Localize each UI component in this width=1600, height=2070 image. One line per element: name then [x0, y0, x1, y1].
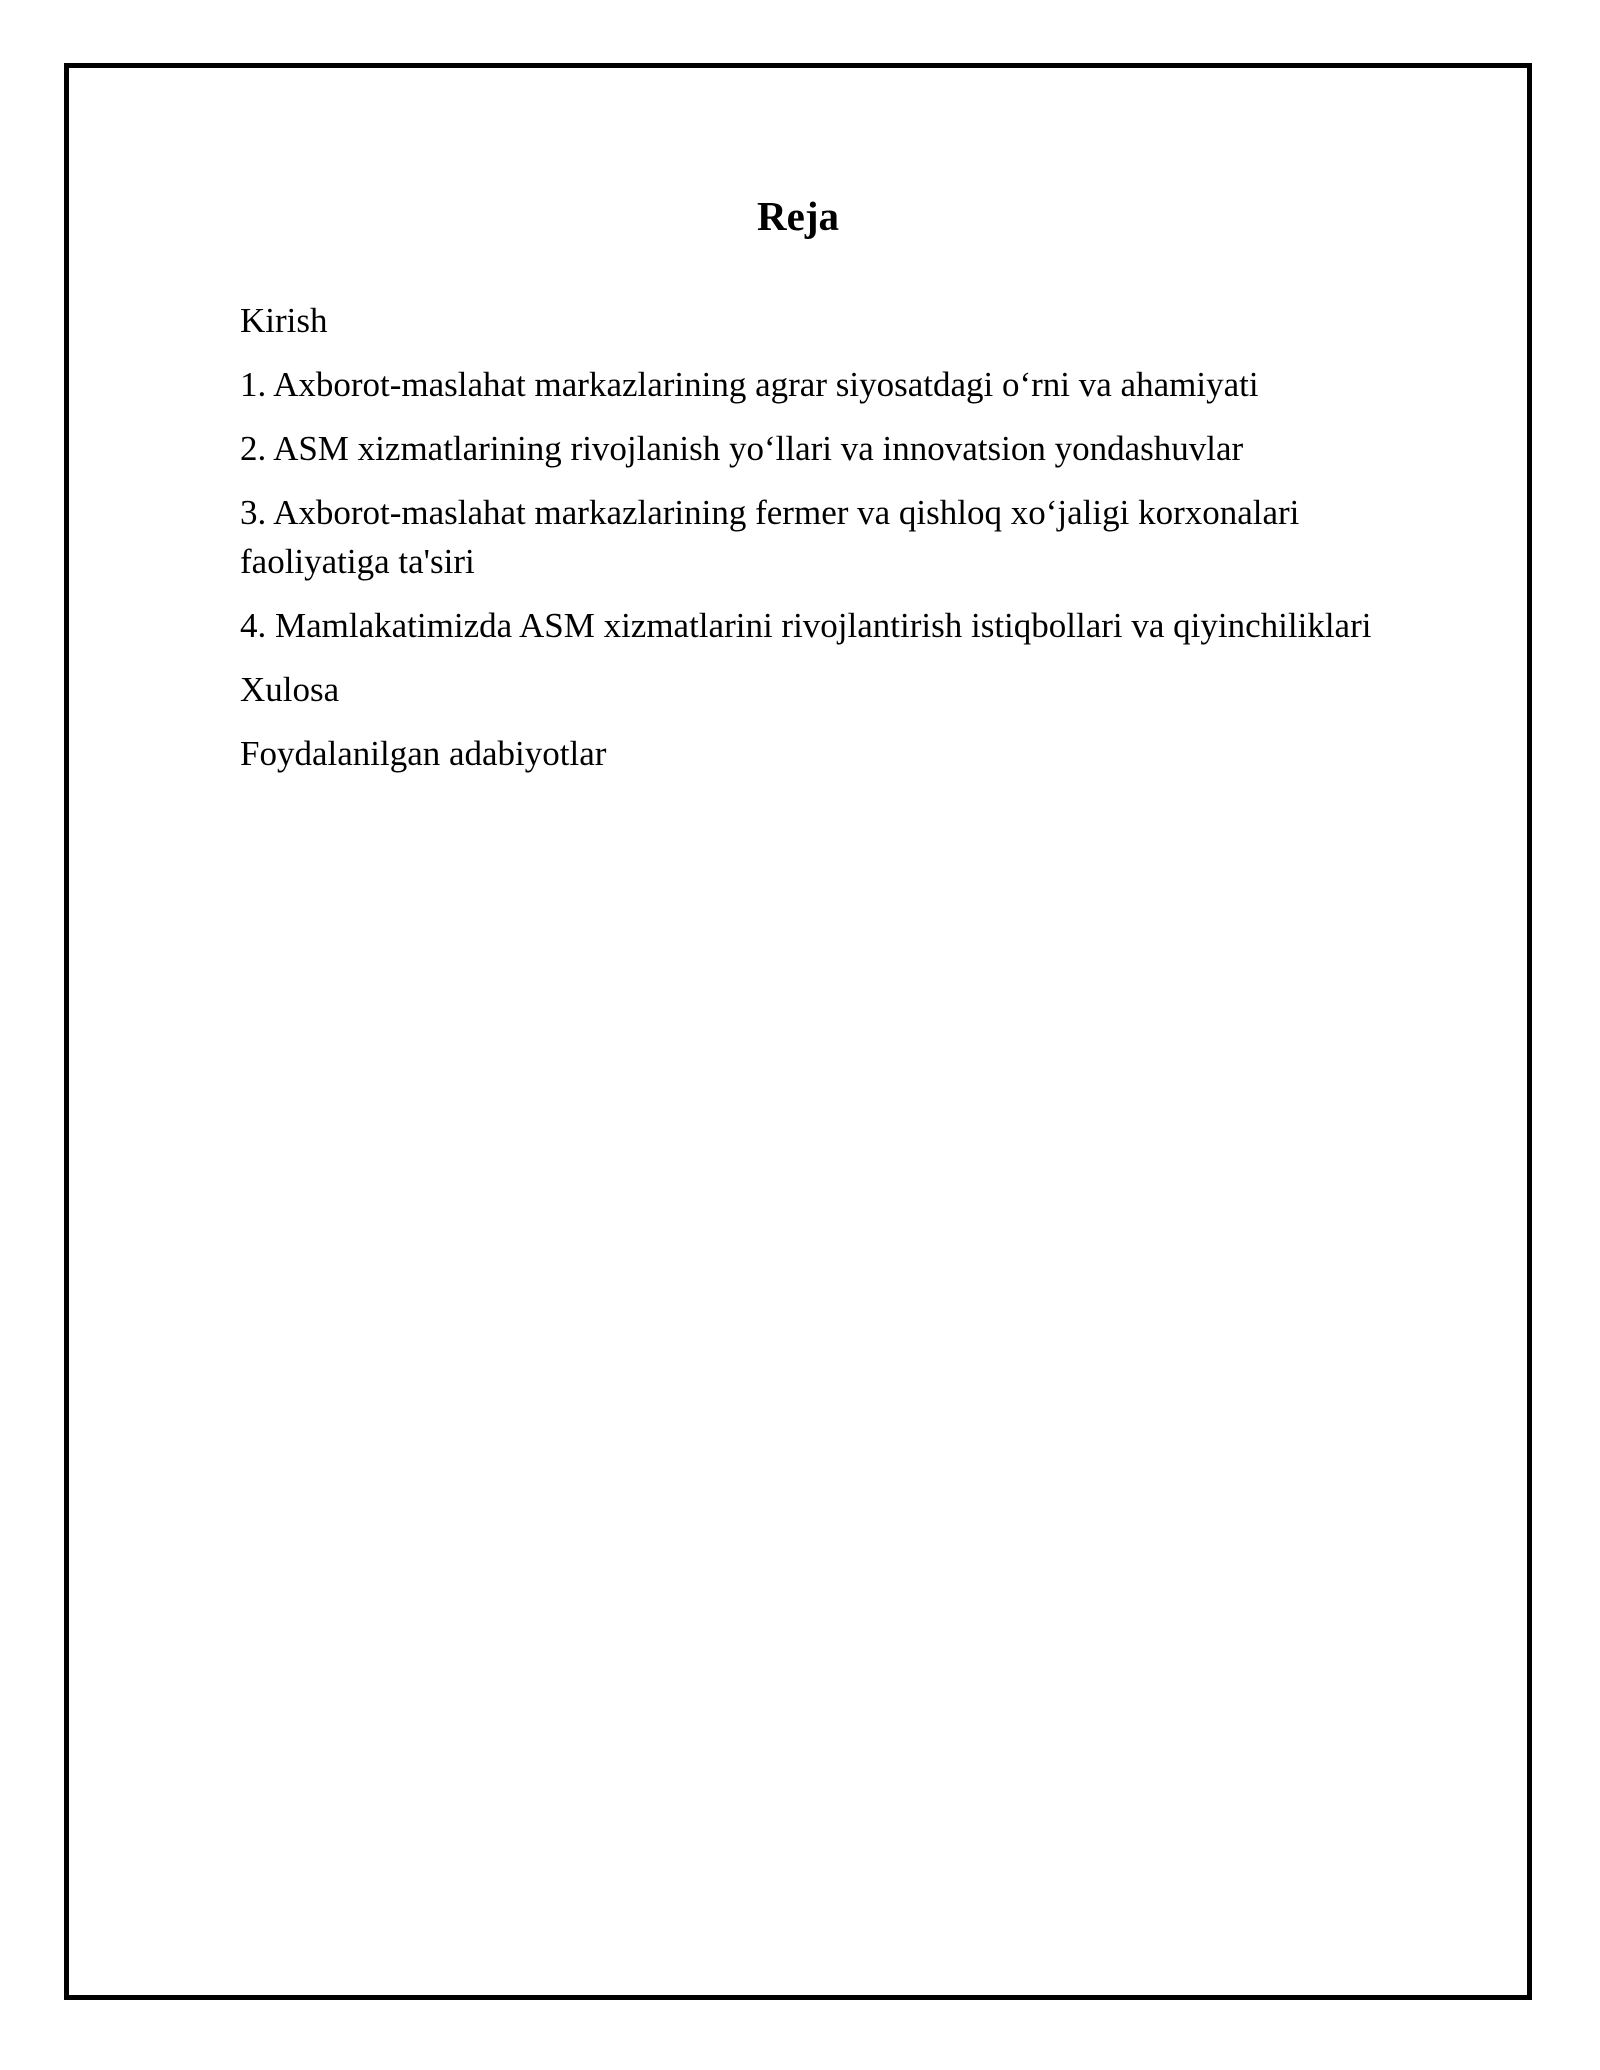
table-of-contents — [240, 296, 1440, 793]
toc-item-chapter-2: 2. ASM xizmatlarining rivojlanish yo‘llari va innovatsion yondashuvlar — [240, 429, 1244, 468]
toc-item-chapter-1: 1. Axborot-maslahat markazlarining agrar siyosatdagi o‘rni va ahamiyati — [240, 365, 1259, 404]
toc-item-chapter-4: 4. Mamlakatimizda ASM xizmatlarini rivojlantirish istiqbollari va qiyinchiliklari — [240, 606, 1372, 645]
toc-item-conclusion: Xulosa — [240, 670, 340, 709]
page-title: Reja — [757, 193, 839, 239]
page-frame — [64, 63, 1532, 2000]
toc-item-introduction: Kirish — [240, 301, 328, 340]
toc-item-chapter-3: 3. Axborot-maslahat markazlarining fermer va qishloq xo‘jaligi korxonalari faoliyatiga ta'siri — [240, 493, 1300, 581]
toc-item-references: Foydalanilgan adabiyotlar — [240, 734, 607, 773]
